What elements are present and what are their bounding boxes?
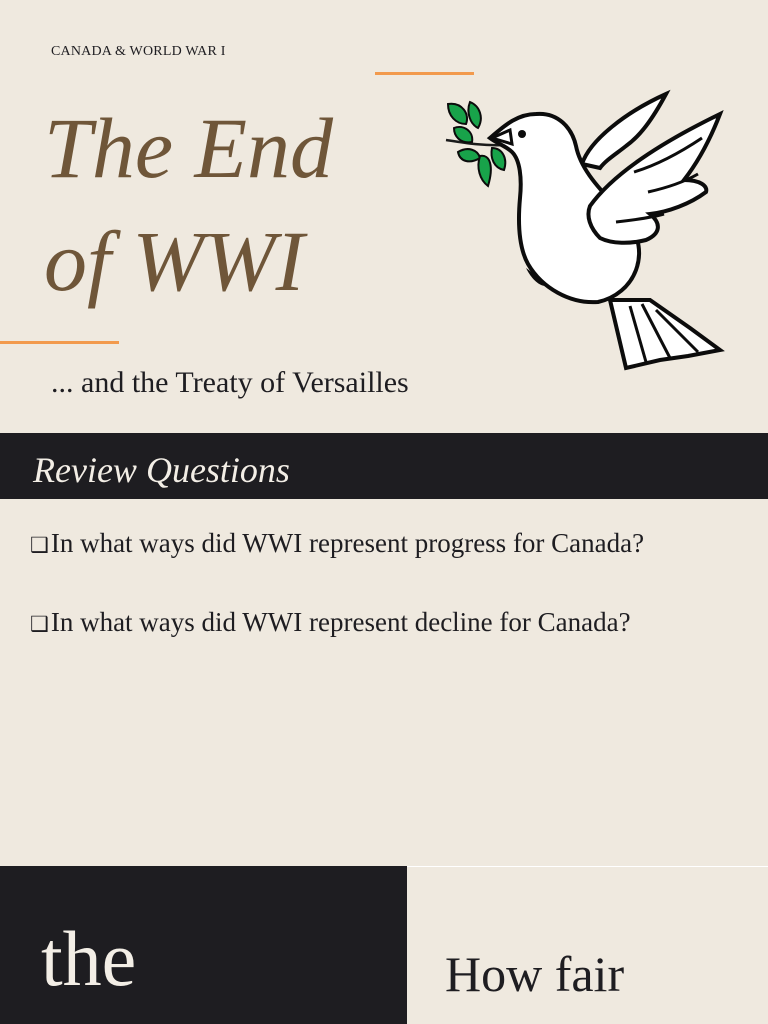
next-slide-right-text: How fair (445, 946, 625, 1002)
question-text: In what ways did WWI represent progress for Canada? (50, 528, 645, 558)
dove-with-olive-branch-icon (440, 88, 730, 383)
question-text: In what ways did WWI represent decline for Canada? (50, 607, 631, 637)
question-item (30, 528, 644, 559)
dove-tail (610, 300, 720, 368)
next-slide-left-text: the (41, 915, 137, 1002)
slide-title: The End of WWI (44, 100, 334, 309)
accent-rule-top (375, 72, 474, 75)
checkbox-bullet-icon: ❑ (30, 612, 49, 636)
title-slide (0, 0, 768, 433)
review-questions-heading: Review Questions (33, 450, 290, 490)
dove-eye (518, 130, 526, 138)
accent-rule-left (0, 341, 119, 344)
course-label: CANADA & WORLD WAR I (51, 44, 226, 59)
slide-subtitle: ... and the Treaty of Versailles (51, 366, 409, 399)
checkbox-bullet-icon: ❑ (30, 533, 49, 557)
question-item (30, 607, 631, 638)
